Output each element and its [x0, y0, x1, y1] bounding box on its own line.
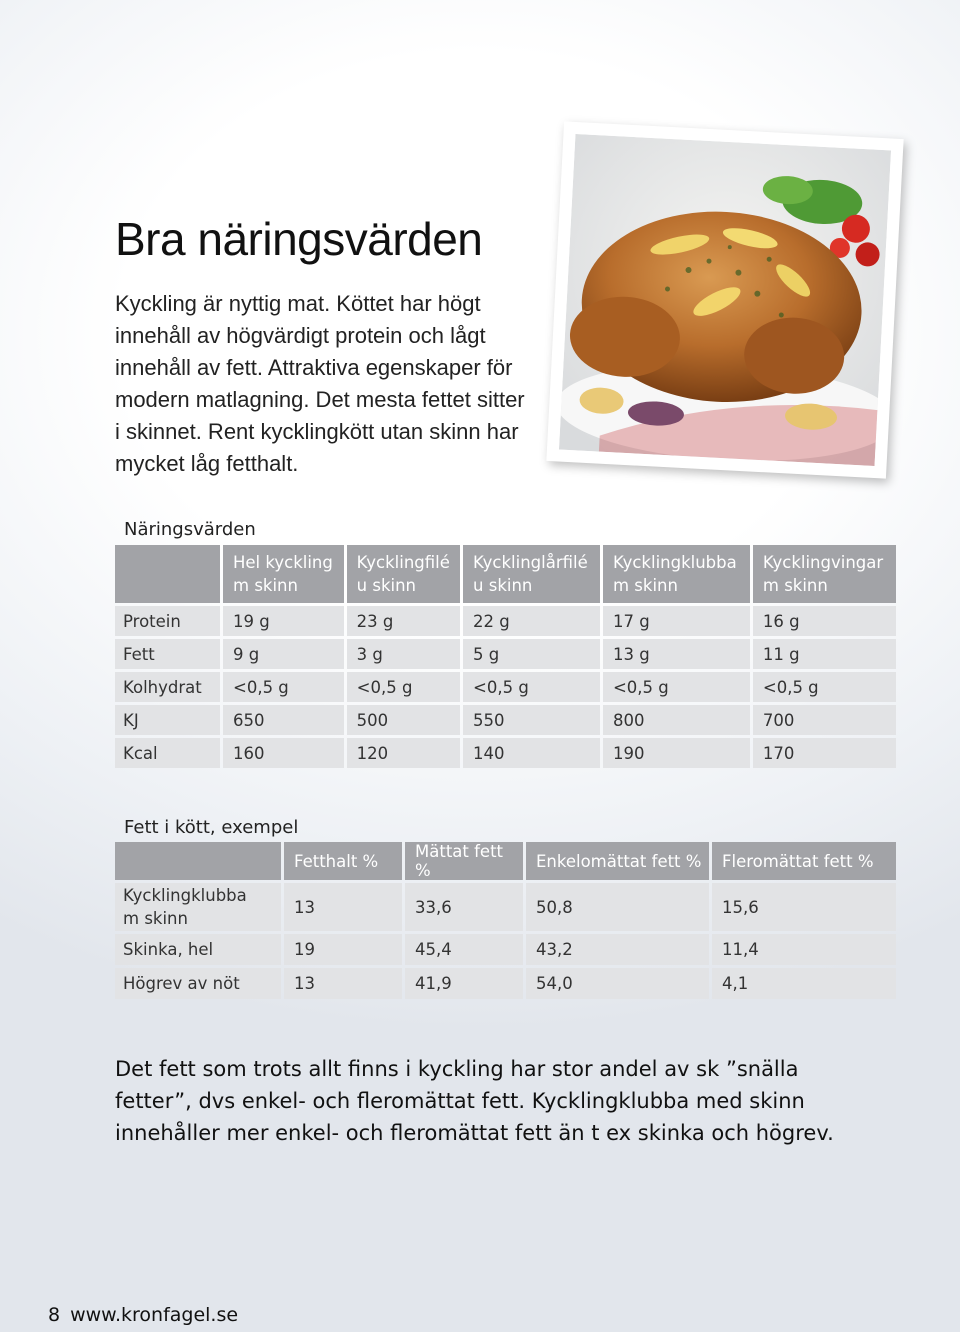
table-cell: 50,8: [526, 883, 709, 931]
table-cell: 500: [347, 705, 460, 735]
nutrition-row: [115, 738, 896, 768]
roast-chicken-image: [559, 134, 891, 466]
page-number: 8: [48, 1304, 61, 1326]
table-cell: 15,6: [712, 883, 896, 931]
table-cell: 13: [284, 883, 402, 931]
intro-text: Kyckling är nyttig mat. Köttet har högt innehåll av högvärdigt protein och lågt innehåll av fett. Attraktiva egenskaper för modern matlagning. Det mesta fettet sitter i skinnet. Rent kycklingkött utan skinn har mycket låg fetthalt.: [115, 291, 525, 476]
table-cell: 140: [463, 738, 600, 768]
table-cell: 19 g: [223, 606, 344, 636]
fat-row: [115, 968, 896, 999]
row-label: KJ: [115, 705, 220, 735]
fat-row: [115, 883, 896, 931]
table-cell: 170: [753, 738, 896, 768]
page-title: Bra näringsvärden: [115, 213, 483, 265]
table-cell: 4,1: [712, 968, 896, 999]
nutrition-header-cell: Kycklinglårfilé u skinn: [463, 545, 600, 603]
row-label: Kcal: [115, 738, 220, 768]
nutrition-row: [115, 705, 896, 735]
fat-table-label: Fett i kött, exempel: [124, 817, 299, 838]
row-label: Protein: [115, 606, 220, 636]
table-cell: 160: [223, 738, 344, 768]
nutrition-table-label: Näringsvärden: [124, 519, 256, 540]
table-cell: 45,4: [405, 934, 523, 965]
nutrition-row: [115, 639, 896, 669]
roast-chicken-photo: [546, 121, 903, 478]
table-cell: 13 g: [603, 639, 750, 669]
table-cell: <0,5 g: [347, 672, 460, 702]
row-label: Kolhydrat: [115, 672, 220, 702]
row-label: Skinka, hel: [115, 934, 281, 965]
nutrition-header-row: [115, 545, 896, 603]
table-cell: 17 g: [603, 606, 750, 636]
table-cell: 650: [223, 705, 344, 735]
table-cell: 23 g: [347, 606, 460, 636]
table-cell: 11 g: [753, 639, 896, 669]
nutrition-header-cell: Hel kyckling m skinn: [223, 545, 344, 603]
closing-text: Det fett som trots allt finns i kyckling har stor andel av sk ”snälla fetter”, dvs enkel- och fleromättat fett. Kycklingklubba med skinn innehåller mer enkel- och fleromättat fett än t ex skinka och högrev.: [115, 1057, 834, 1145]
table-cell: 33,6: [405, 883, 523, 931]
table-cell: 550: [463, 705, 600, 735]
table-cell: 190: [603, 738, 750, 768]
fat-header-cell: Mättat fett %: [405, 842, 523, 880]
table-cell: 41,9: [405, 968, 523, 999]
fat-header-cell: Enkelomättat fett %: [526, 842, 709, 880]
table-cell: <0,5 g: [223, 672, 344, 702]
nutrition-table: [112, 542, 899, 771]
nutrition-header-cell: Kycklingklubba m skinn: [603, 545, 750, 603]
nutrition-row: [115, 672, 896, 702]
table-cell: 22 g: [463, 606, 600, 636]
table-cell: <0,5 g: [603, 672, 750, 702]
table-cell: 3 g: [347, 639, 460, 669]
fat-header-cell: Fetthalt %: [284, 842, 402, 880]
nutrition-header-empty: [115, 545, 220, 603]
footer: [48, 1304, 238, 1326]
table-cell: 800: [603, 705, 750, 735]
table-cell: 9 g: [223, 639, 344, 669]
nutrition-header-cell: Kycklingvingar m skinn: [753, 545, 896, 603]
fat-row: [115, 934, 896, 965]
table-cell: 5 g: [463, 639, 600, 669]
table-cell: 13: [284, 968, 402, 999]
row-label: Kycklingklubba m skinn: [115, 883, 281, 931]
row-label: Fett: [115, 639, 220, 669]
table-cell: 16 g: [753, 606, 896, 636]
table-cell: <0,5 g: [753, 672, 896, 702]
fat-header-row: [115, 842, 896, 880]
nutrition-header-cell: Kycklingfilé u skinn: [347, 545, 460, 603]
table-cell: 43,2: [526, 934, 709, 965]
table-cell: 19: [284, 934, 402, 965]
table-cell: 700: [753, 705, 896, 735]
table-cell: 11,4: [712, 934, 896, 965]
fat-header-empty: [115, 842, 281, 880]
table-cell: 54,0: [526, 968, 709, 999]
footer-url: www.kronfagel.se: [70, 1304, 239, 1326]
table-cell: <0,5 g: [463, 672, 600, 702]
fat-header-cell: Fleromättat fett %: [712, 842, 896, 880]
row-label: Högrev av nöt: [115, 968, 281, 999]
table-cell: 120: [347, 738, 460, 768]
nutrition-row: [115, 606, 896, 636]
fat-table: [112, 839, 899, 1002]
